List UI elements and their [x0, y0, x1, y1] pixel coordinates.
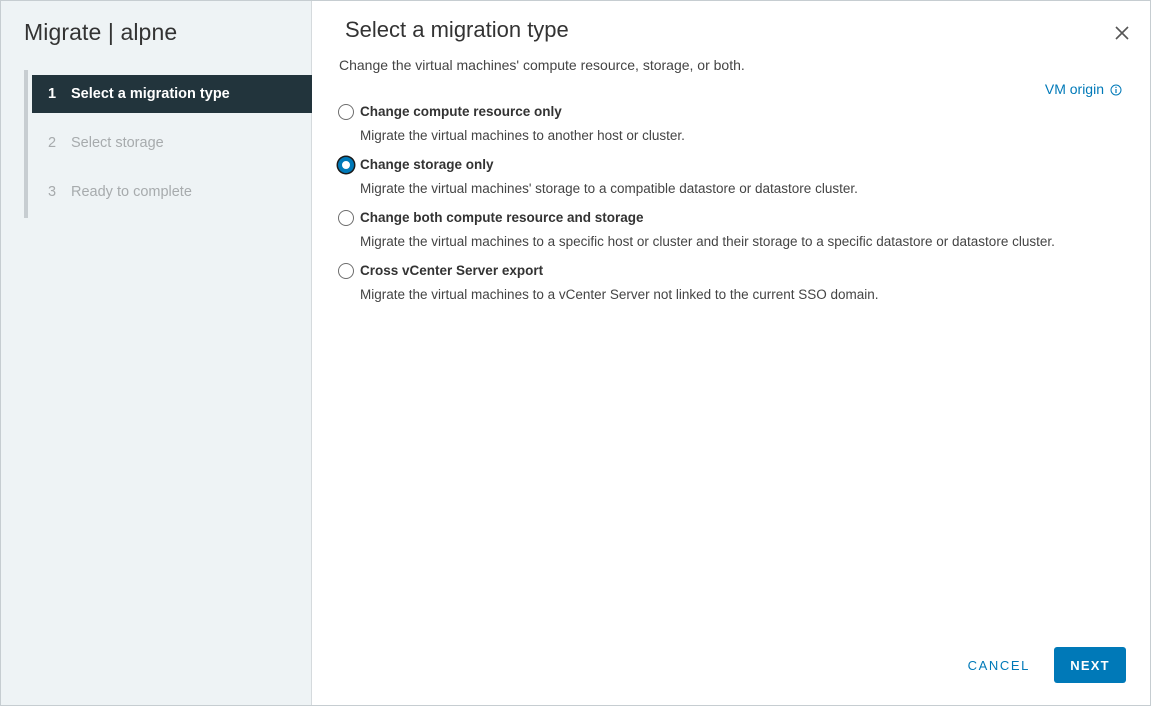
step-label: Ready to complete [71, 184, 192, 200]
wizard-sidebar [1, 1, 312, 705]
step-select-migration-type[interactable] [32, 75, 312, 113]
step-label: Select storage [71, 135, 164, 151]
next-button[interactable]: NEXT [1054, 647, 1126, 683]
page-subtitle: Change the virtual machines' compute resource, storage, or both. [339, 57, 745, 73]
option-label[interactable]: Change both compute resource and storage [360, 210, 644, 225]
step-number: 1 [48, 86, 57, 102]
step-number: 3 [48, 184, 57, 200]
info-icon [1110, 83, 1122, 95]
option-compute-and-storage [338, 207, 1138, 260]
wizard-footer [956, 647, 1126, 683]
vm-origin-label: VM origin [1044, 81, 1104, 97]
step-ready-to-complete[interactable] [32, 173, 312, 211]
option-cross-vcenter-export [338, 260, 1138, 313]
radio-storage-only[interactable] [338, 157, 354, 173]
option-description: Migrate the virtual machines to another host or cluster. [360, 128, 685, 143]
page-title: Select a migration type [345, 17, 569, 42]
radio-compute-only[interactable] [338, 104, 354, 120]
option-description: Migrate the virtual machines to a vCenter Server not linked to the current SSO domain. [360, 287, 879, 302]
wizard-title: Migrate | alpne [24, 19, 178, 45]
option-description: Migrate the virtual machines to a specific host or cluster and their storage to a specific datastore or datastore cluster. [360, 234, 1055, 249]
radio-compute-and-storage[interactable] [338, 210, 354, 226]
step-label: Select a migration type [71, 86, 230, 102]
cancel-button[interactable]: CANCEL [956, 647, 1042, 683]
option-label[interactable]: Change compute resource only [360, 104, 562, 119]
step-number: 2 [48, 135, 57, 151]
option-label[interactable]: Change storage only [360, 157, 494, 172]
close-icon [1112, 23, 1132, 43]
close-button[interactable] [1112, 23, 1132, 43]
option-label[interactable]: Cross vCenter Server export [360, 263, 544, 278]
wizard-content [312, 1, 1150, 705]
option-compute-only [338, 101, 1138, 154]
vm-origin-link[interactable] [1045, 81, 1122, 97]
option-description: Migrate the virtual machines' storage to a compatible datastore or datastore cluster. [360, 181, 858, 196]
radio-cross-vcenter-export[interactable] [338, 263, 354, 279]
wizard-steps [24, 70, 312, 218]
option-storage-only [338, 154, 1138, 207]
step-select-storage[interactable] [32, 124, 312, 162]
